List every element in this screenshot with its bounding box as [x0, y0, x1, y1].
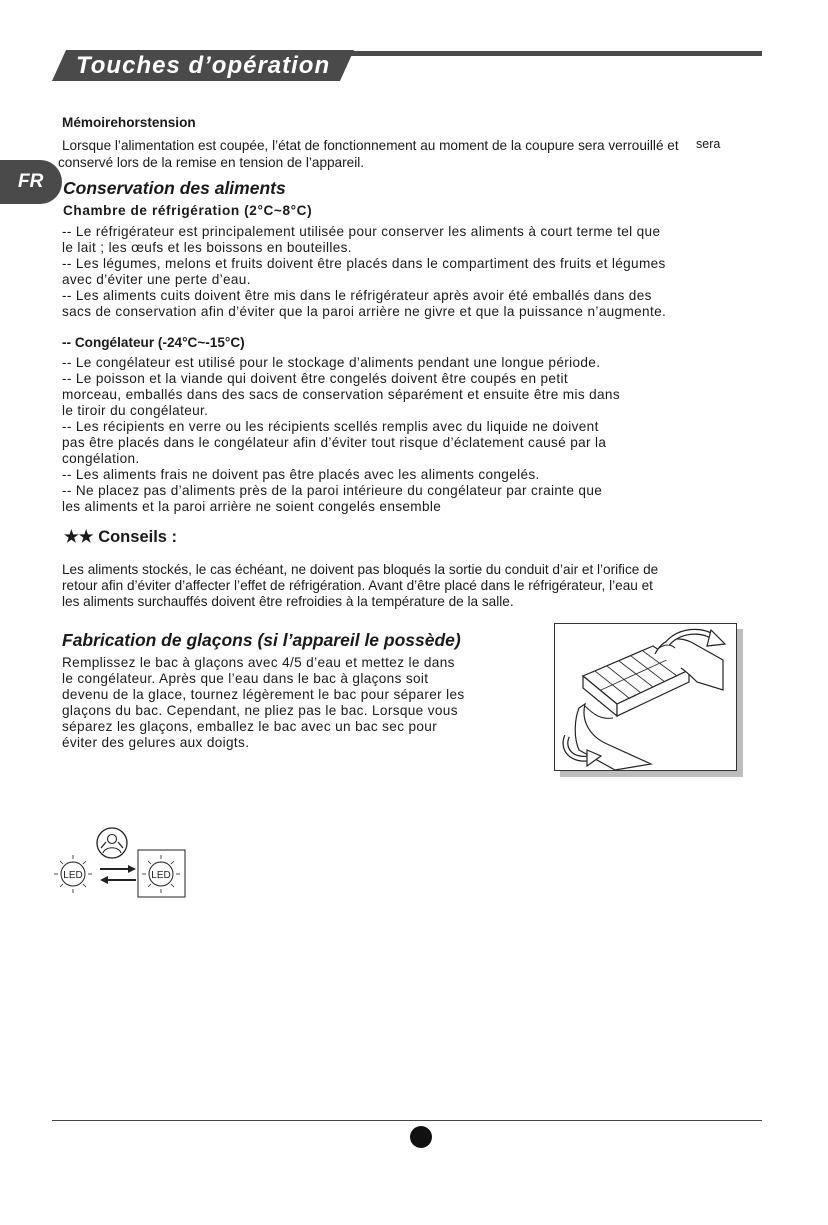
fridge-line: le lait ; les œufs et les boissons en bouteilles.	[62, 240, 352, 255]
glacons-line: éviter des gelures aux doigts.	[62, 735, 250, 750]
freezer-line: -- Le congélateur est utilisé pour le stockage d’aliments pendant une longue période.	[62, 355, 601, 370]
glacons-line: glaçons du bac. Cependant, ne pliez pas le bac. Lorsque vous	[62, 703, 458, 718]
led-left-icon	[54, 855, 92, 893]
fridge-line: -- Le réfrigérateur est principalement utilisée pour conserver les aliments à court terme tel que	[62, 224, 661, 239]
conseils-line: Les aliments stockés, le cas échéant, ne doivent pas bloqués la sortie du conduit d’air et l’orifice de	[62, 562, 659, 577]
service-icon	[97, 828, 127, 858]
fridge-heading: Chambre de réfrigération (2°C~8°C)	[63, 203, 313, 218]
freezer-line: -- Ne placez pas d’aliments près de la paroi intérieure du congélateur par crainte que	[62, 483, 603, 498]
stars-icon: ★★	[64, 528, 94, 546]
freezer-line: morceau, emballés dans des sacs de conservation séparément et ensuite être mis dans	[62, 387, 620, 402]
memoire-line-1-tail: sera	[696, 137, 721, 151]
led-left-label: LED	[63, 870, 83, 881]
memoire-title: Mémoirehorstension	[62, 115, 196, 130]
conseils-line: les aliments surchauffés doivent être refroidies à la température de la salle.	[62, 594, 514, 609]
section-title-conservation: Conservation des aliments	[63, 178, 286, 198]
fridge-line: sacs de conservation afin d’éviter que la paroi arrière ne givre et que la puissance n’augmente.	[62, 304, 667, 319]
ice-tray-illustration	[554, 623, 737, 771]
freezer-heading: -- Congélateur (-24°C~-15°C)	[62, 335, 245, 350]
fridge-line: -- Les aliments cuits doivent être mis dans le réfrigérateur après avoir été emballés dans des	[62, 288, 652, 303]
language-label: FR	[18, 171, 44, 192]
led-right-label: LED	[151, 870, 171, 881]
freezer-line: -- Les récipients en verre ou les récipients scellés remplis avec du liquide ne doivent	[62, 419, 599, 434]
fridge-line: avec d’éviter une perte d’eau.	[62, 272, 251, 287]
footer-rule	[52, 1120, 762, 1121]
freezer-line: -- Le poisson et la viande qui doivent être congelés doivent être coupés en petit	[62, 371, 568, 386]
page-title: Touches d’opération	[76, 52, 331, 79]
freezer-line: le tiroir du congélateur.	[62, 403, 209, 418]
glacons-line: devenu de la glace, tournez légèrement le bac pour séparer les	[62, 687, 465, 702]
led-right-icon	[138, 850, 185, 897]
conseils-heading	[64, 527, 177, 547]
freezer-line: congélation.	[62, 451, 140, 466]
section-title-glacons: Fabrication de glaçons (si l’appareil le possède)	[62, 630, 461, 650]
fridge-line: -- Les légumes, melons et fruits doivent être placés dans le compartiment des fruits et légumes	[62, 256, 666, 271]
memoire-line-1: Lorsque l’alimentation est coupée, l’état de fonctionnement au moment de la coupure sera verrouillé et	[62, 138, 679, 153]
freezer-line: -- Les aliments frais ne doivent pas être placés avec les aliments congelés.	[62, 467, 540, 482]
led-diagram	[50, 826, 190, 900]
page-marker-icon	[410, 1126, 432, 1148]
freezer-line: pas être placés dans le congélateur afin d’éviter tout risque d’éclatement causé par la	[62, 435, 607, 450]
freezer-line: les aliments et la paroi arrière ne soient congelés ensemble	[62, 499, 442, 514]
glacons-line: le congélateur. Après que l’eau dans le bac à glaçons soit	[62, 671, 429, 686]
memoire-line-2: conservé lors de la remise en tension de l’appareil.	[58, 155, 365, 170]
conseils-line: retour afin d’éviter d’affecter l’effet de réfrigération. Avant d’être placé dans le réfrigérateur, l’eau et	[62, 578, 653, 593]
header-rule	[340, 51, 762, 56]
glacons-line: Remplissez le bac à glaçons avec 4/5 d’eau et mettez le dans	[62, 655, 455, 670]
glacons-line: séparez les glaçons, emballez le bac avec un bac sec pour	[62, 719, 438, 734]
conseils-title: Conseils :	[98, 528, 178, 546]
ice-tray-icon	[555, 624, 736, 770]
swap-arrows-icon	[100, 865, 136, 884]
